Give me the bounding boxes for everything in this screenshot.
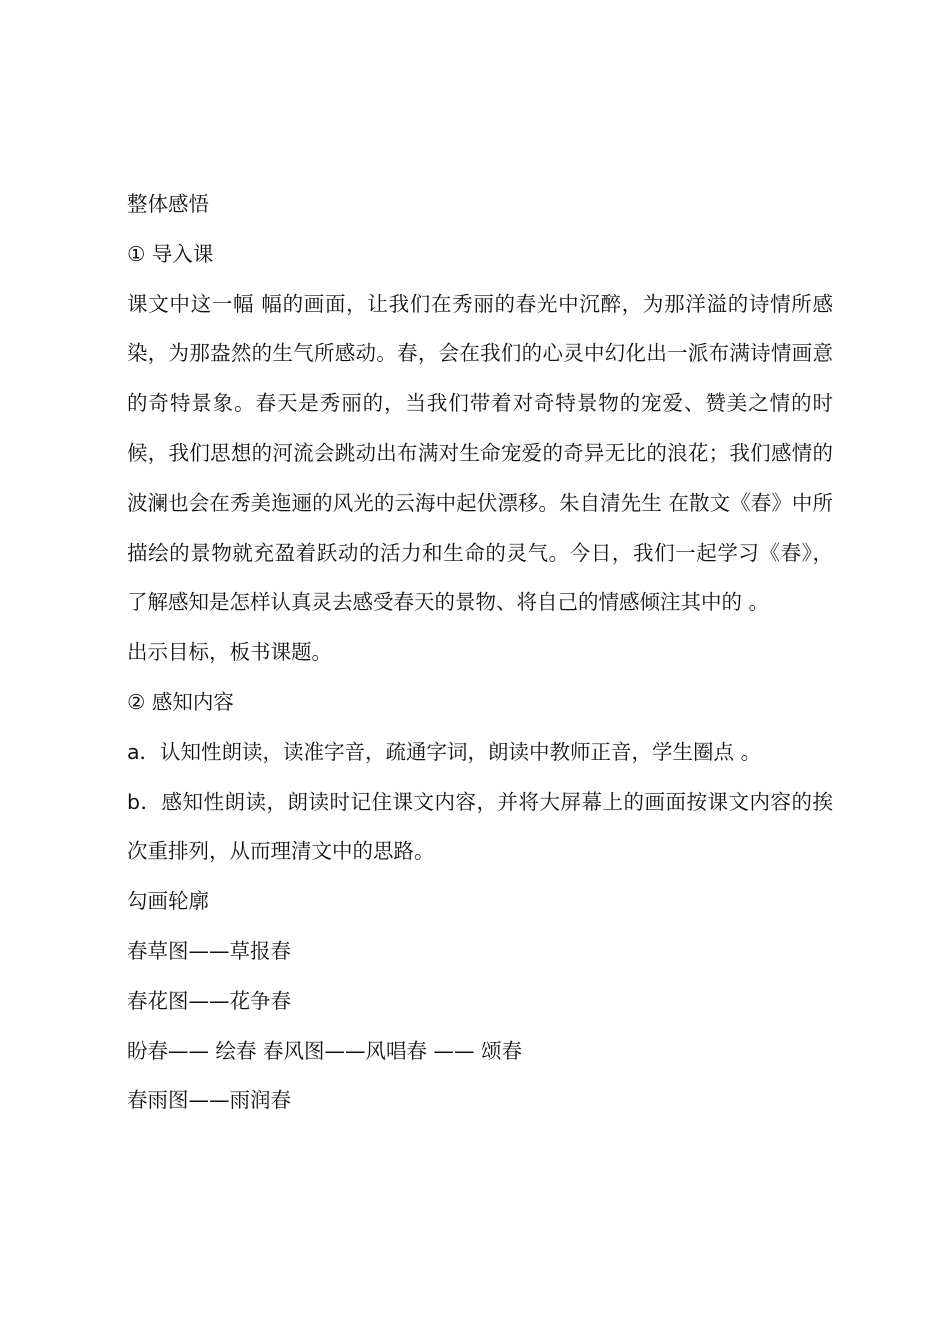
outline-title: 勾画轮廓 bbox=[127, 889, 209, 914]
outline-item-rain: 春雨图——雨润春 bbox=[127, 1088, 291, 1113]
section-title-import: ① 导入课 bbox=[127, 241, 214, 266]
intro-paragraph: 课文中这一幅 幅的画面，让我们在秀丽的春光中沉醉，为那洋溢的诗情所感染，为那盎然的生气所感动。春，会在我们的心灵中幻化出一派布满诗情画意的奇特景象。春天是秀丽的，当我们带着对奇特景物的宠爱、赞美之情的时候，我们思想的河流会跳动出布满对生命宠爱的奇异无比的浪花；我们感情的波澜也会在秀美迤逦的风光的云海中起伏漂移。朱自清先生 在散文《春》中所描绘的景物就充盈着跃动的活力和生命的灵气。今日，我们一起学习《春》，了解感知是怎样认真灵去感受春天的景物、将自己的情感倾注其中的 。 bbox=[127, 291, 833, 615]
section-title-perceive: ② 感知内容 bbox=[127, 689, 234, 714]
heading: 整体感悟 bbox=[127, 192, 209, 216]
document-page bbox=[127, 180, 833, 1126]
outline-item-wind: 盼春—— 绘春 春风图——风唱春 —— 颂春 bbox=[127, 1038, 523, 1063]
item-a: a．认知性朗读，读准字音，疏通字词，朗读中教师正音，学生圈点 。 bbox=[127, 739, 762, 764]
outline-item-grass: 春草图——草报春 bbox=[127, 938, 291, 963]
item-b: b．感知性朗读，朗读时记住课文内容，并将大屏幕上的画面按课文内容的挨次重排列，从而理清文中的思路。 bbox=[127, 789, 833, 864]
show-goal-line: 出示目标，板书课题。 bbox=[127, 640, 332, 665]
outline-item-flower: 春花图——花争春 bbox=[127, 988, 291, 1013]
